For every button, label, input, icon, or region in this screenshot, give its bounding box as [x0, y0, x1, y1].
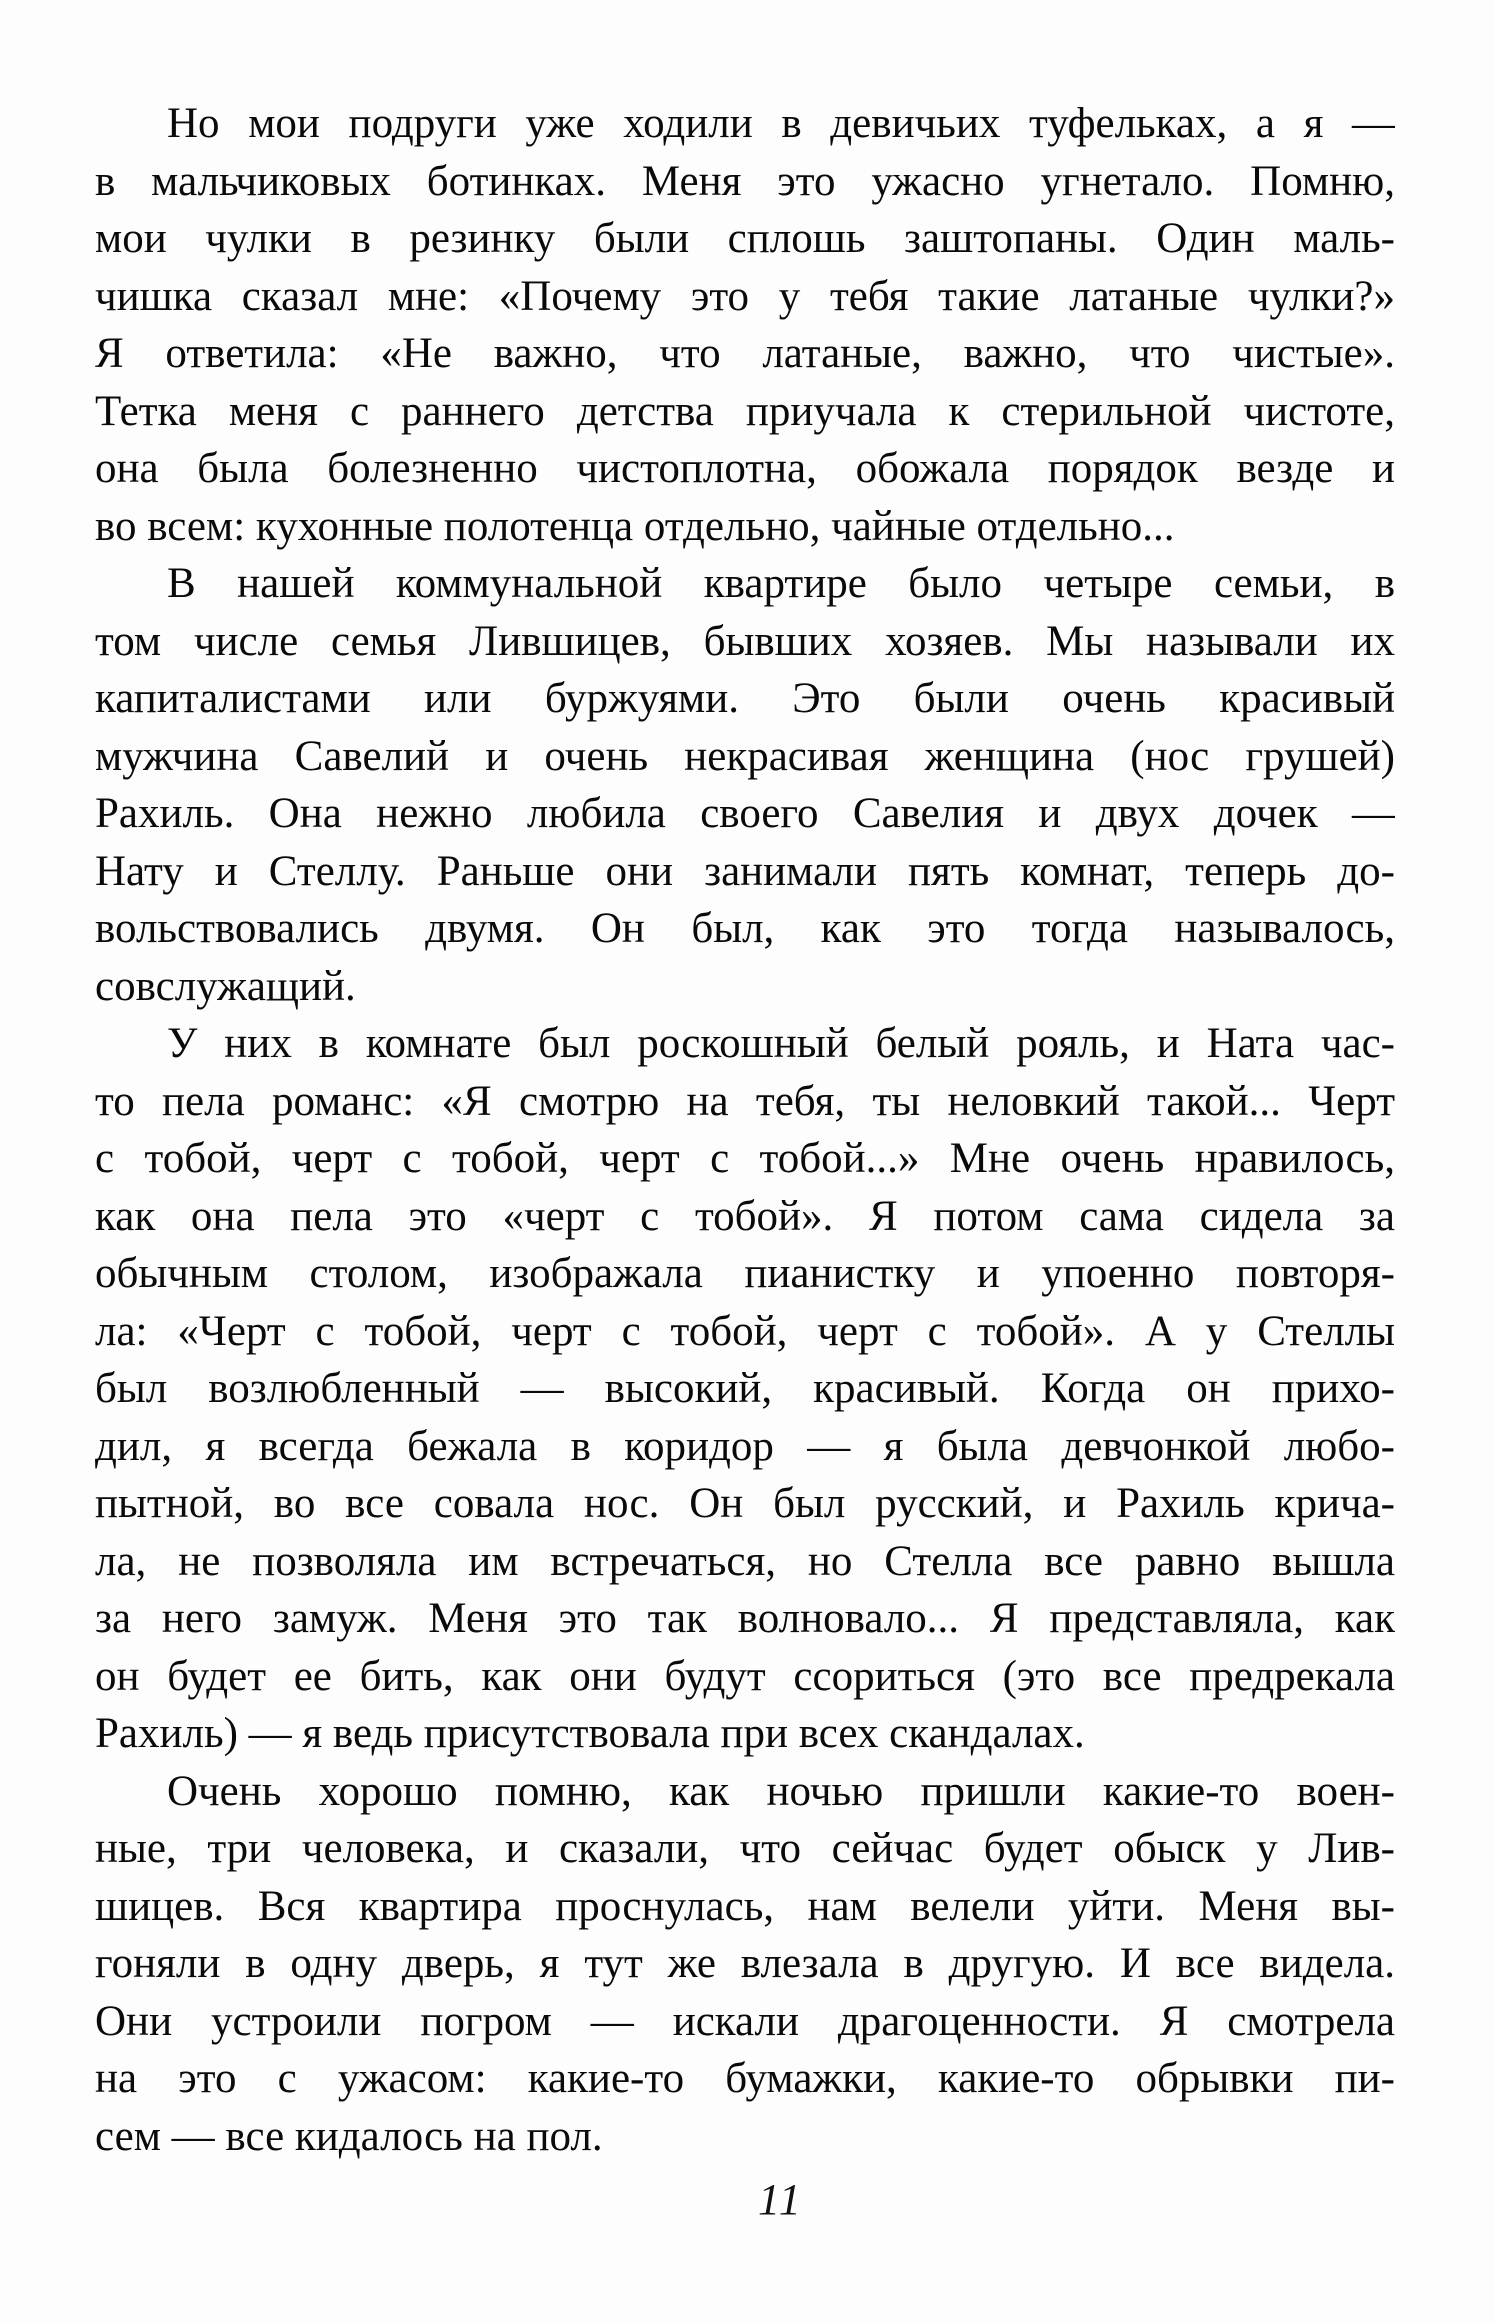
text-line: как она пела это «черт с тобой». Я потом сама сидела за — [95, 1192, 1395, 1240]
text-line: на это с ужасом: какие-то бумажки, какие-то обрывки пи- — [95, 2055, 1395, 2102]
text-line: том числе семья Лившицев, бывших хозяев. Мы называли их — [95, 617, 1395, 665]
text-line: Нату и Стеллу. Раньше они занимали пять комнат, теперь до- — [95, 847, 1395, 895]
text-line: Рахиль) — я ведь присутствовала при всех скандалах. — [95, 1710, 1085, 1757]
text-line: Они устроили погром — искали драгоценности. Я смотрела — [95, 1997, 1395, 2045]
text-block — [95, 95, 1395, 2165]
text-line: мужчина Савелий и очень некрасивая женщина (нос грушей) — [95, 732, 1395, 780]
text-line: ла, не позволяла им встречаться, но Стелла все равно вышла — [95, 1537, 1395, 1585]
text-line: с тобой, черт с тобой, черт с тобой...» Мне очень нравилось, — [95, 1135, 1395, 1182]
text-line: Но мои подруги уже ходили в девичьих туфельках, а я — — [167, 100, 1395, 147]
text-line: гоняли в одну дверь, я тут же влезала в другую. И все видела. — [95, 1940, 1395, 1987]
text-line: чишка сказал мне: «Почему это у тебя такие латаные чулки?» — [95, 272, 1395, 320]
text-line: за него замуж. Меня это так волновало... Я представляла, как — [95, 1595, 1395, 1642]
text-line: капиталистами или буржуями. Это были очень красивый — [95, 675, 1395, 722]
text-line: вольствовались двумя. Он был, как это тогда называлось, — [95, 905, 1395, 952]
text-line: совслужащий. — [95, 962, 356, 1010]
text-line: был возлюбленный — высокий, красивый. Когда он прихо- — [95, 1365, 1395, 1412]
text-line: У них в комнате был роскошный белый рояль, и Ната час- — [167, 1020, 1395, 1067]
text-line: мои чулки в резинку были сплошь заштопаны. Один маль- — [95, 215, 1395, 262]
text-line: обычным столом, изображала пианистку и упоенно повторя- — [95, 1250, 1395, 1297]
text-line: шицев. Вся квартира проснулась, нам велели уйти. Меня вы- — [95, 1882, 1395, 1930]
text-line: В нашей коммунальной квартире было четыре семьи, в — [167, 560, 1395, 607]
text-line: то пела романс: «Я смотрю на тебя, ты неловкий такой... Черт — [95, 1077, 1395, 1125]
text-line: ные, три человека, и сказали, что сейчас будет обыск у Лив- — [95, 1825, 1395, 1872]
text-line: ла: «Черт с тобой, черт с тобой, черт с тобой». А у Стеллы — [95, 1307, 1395, 1355]
text-line: Тетка меня с раннего детства приучала к стерильной чистоте, — [95, 387, 1395, 435]
page-number: 11 — [758, 2175, 803, 2224]
text-line: сем — все кидалось на пол. — [95, 2112, 603, 2160]
text-line: он будет ее бить, как они будут ссориться (это все предрекала — [95, 1652, 1395, 1700]
text-line: дил, я всегда бежала в коридор — я была девчонкой любо- — [95, 1422, 1395, 1470]
text-line: Очень хорошо помню, как ночью пришли какие-то воен- — [167, 1767, 1395, 1815]
text-line: Я ответила: «Не важно, что латаные, важно, что чистые». — [95, 330, 1395, 377]
text-line: она была болезненно чистоплотна, обожала порядок везде и — [95, 445, 1395, 492]
text-line: Рахиль. Она нежно любила своего Савелия и двух дочек — — [95, 790, 1395, 837]
text-line: пытной, во все совала нос. Он был русский, и Рахиль крича- — [95, 1480, 1395, 1527]
text-line: во всем: кухонные полотенца отдельно, чайные отдельно... — [95, 502, 1175, 550]
text-line: в мальчиковых ботинках. Меня это ужасно угнетало. Помню, — [95, 157, 1395, 205]
